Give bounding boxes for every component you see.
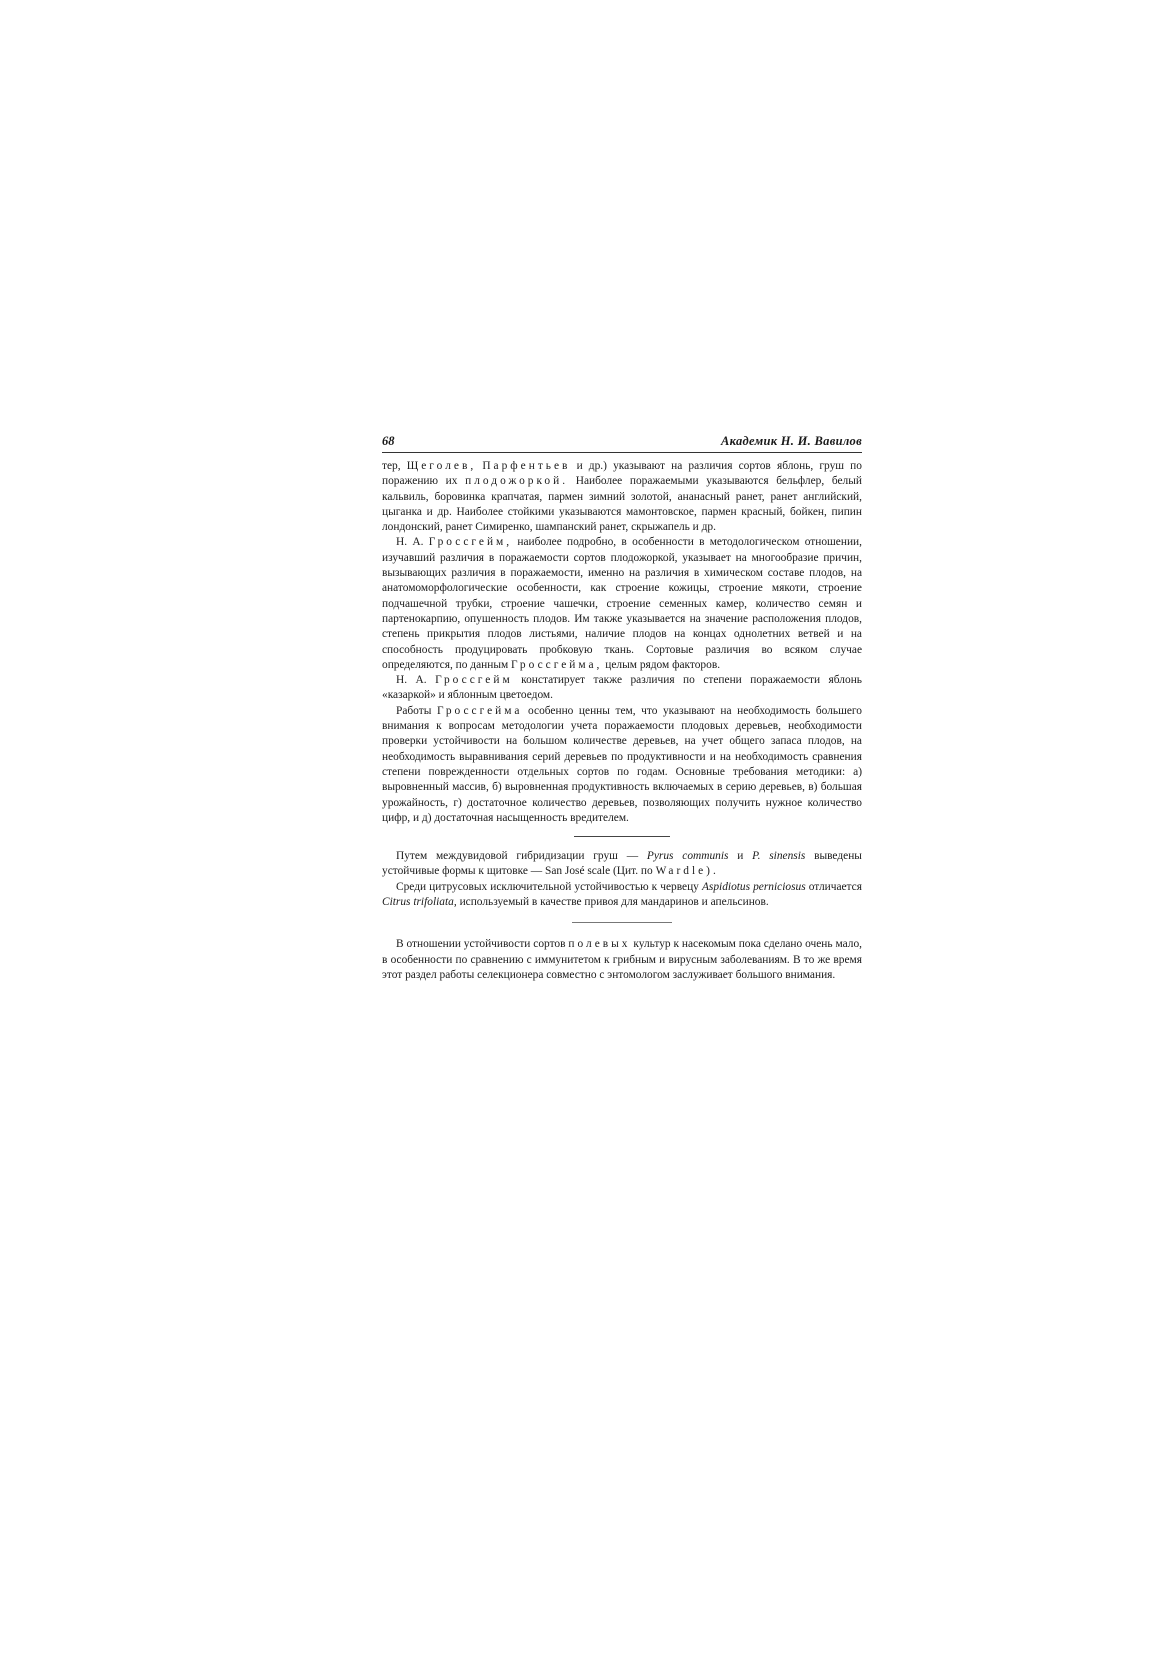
text-run: наиболее подробно, в особенности в методологическом отношении, изучавший различия в поражаемости сортов плодожоркой, указывает на многообразие причин, вызывающих различия в поражаемости, именно на различия в химическом составе плодов, на анатомоморфологические особенности, как строение кожицы, строение мякоти, строение подчашечной трубки, строение чашечки, строение семенных камер, количество семян и партенокарпию, опушенность плодов. Им также указывается на значение расположения плодов, степень прикрытия плодов листьями, наличие плодов на концах однолетних ветвей и на способность продуцировать пробковую ткань. Сортовые различия во всяком случае определяются, по данным [382, 536, 862, 671]
spaced-name: Гроссгейм, [428, 536, 513, 549]
running-head: Академик Н. И. Вавилов [721, 434, 862, 448]
text-run: целым рядом факторов. [605, 658, 721, 671]
text-run: Среди цитрусовых исключительной устойчивостью к червецу [396, 880, 699, 893]
paragraph [382, 937, 862, 983]
spaced-name: Парфентьев [482, 460, 571, 472]
section-pest-resistance-fruit [382, 459, 862, 826]
text-run: отличается [808, 880, 862, 893]
section-field-crops [382, 937, 862, 983]
text-run: используемый в качестве привоя для мандаринов и апельсинов. [459, 896, 769, 909]
text-run: констатирует также различия по степени поражаемости яблонь «казаркой» и яблонным цветоедом. [382, 674, 862, 702]
book-page [382, 434, 862, 983]
spaced-term: полевых [568, 938, 631, 951]
page-header [382, 434, 862, 453]
spaced-name: Гроссгейма, [511, 658, 603, 671]
text-run: Н. А. [396, 674, 427, 687]
text-run: Наиболее поражаемыми указываются бельфлер, белый кальвиль, боровинка крапчатая, пармен зимний золотой, ананасный ранет, ранет английский, цыганка и др. Наиболее стойкими указываются мамонтовское, пармен красный, бойкен, пипин лондонский, ранет Симиренко, шампанский ранет, скрыжапель и др. [382, 475, 862, 534]
text-run: В отношении устойчивости сортов [396, 938, 566, 951]
paragraph [382, 880, 862, 911]
text-run: и [737, 850, 744, 863]
page-number: 68 [382, 434, 395, 448]
text-run: особенно ценны тем, что указывают на необходимость большего внимания к вопросам методологии учета поражаемости плодовых деревьев, необходимости проверки устойчивости на большом количестве деревьев, на учет общего запаса плодов, на необходимость выравнивания серий деревьев по продуктивности и на необходимость сравнения степени поврежденности отдельных сортов по годам. Основные требования методики: а) выровненный массив, б) выровненная продуктивность включаемых в серию деревьев, в) большая урожайность, г) достаточное количество деревьев, позволяющих получить нужное количество цифр, и д) достаточная насыщенность вредителем. [382, 704, 862, 824]
section-divider [572, 922, 672, 923]
text-run: тер, [382, 460, 401, 472]
species-name: Aspidiotus perniciosus [701, 880, 806, 893]
spaced-name: Гроссгейма [436, 704, 523, 717]
species-name: Pyrus communis [646, 850, 729, 863]
text-run: Путем междувидовой гибридизации груш — [396, 850, 639, 863]
species-name: Citrus trifoliata, [382, 896, 457, 909]
spaced-name: Гроссгейм [435, 674, 513, 687]
text-run: Н. А. [396, 536, 424, 549]
paragraph [382, 673, 862, 704]
text-run: выведены устойчивые формы к щитовке — San José scale (Цит. по [382, 850, 862, 878]
text-run: Работы [396, 704, 432, 717]
paragraph [382, 704, 862, 826]
section-pear-citrus [382, 849, 862, 910]
section-divider [574, 836, 670, 837]
paragraph [382, 849, 862, 880]
paragraph [382, 459, 862, 535]
species-name: P. sinensis [752, 850, 806, 863]
spaced-name: Щеголев, [406, 460, 477, 472]
text-run: культур к насекомым пока сделано очень мало, в особенности по сравнению с иммунитетом к грибным и вирусным заболеваниям. В то же время этот раздел работы селекционера совместно с энтомологом заслуживает большого внимания. [382, 938, 862, 981]
spaced-name: Wardle). [655, 865, 719, 878]
paragraph [382, 535, 862, 673]
spaced-term: плодожоркой. [465, 475, 569, 488]
text-run: и др.) указывают на различия сортов яблонь, груш по поражению их [382, 460, 862, 488]
